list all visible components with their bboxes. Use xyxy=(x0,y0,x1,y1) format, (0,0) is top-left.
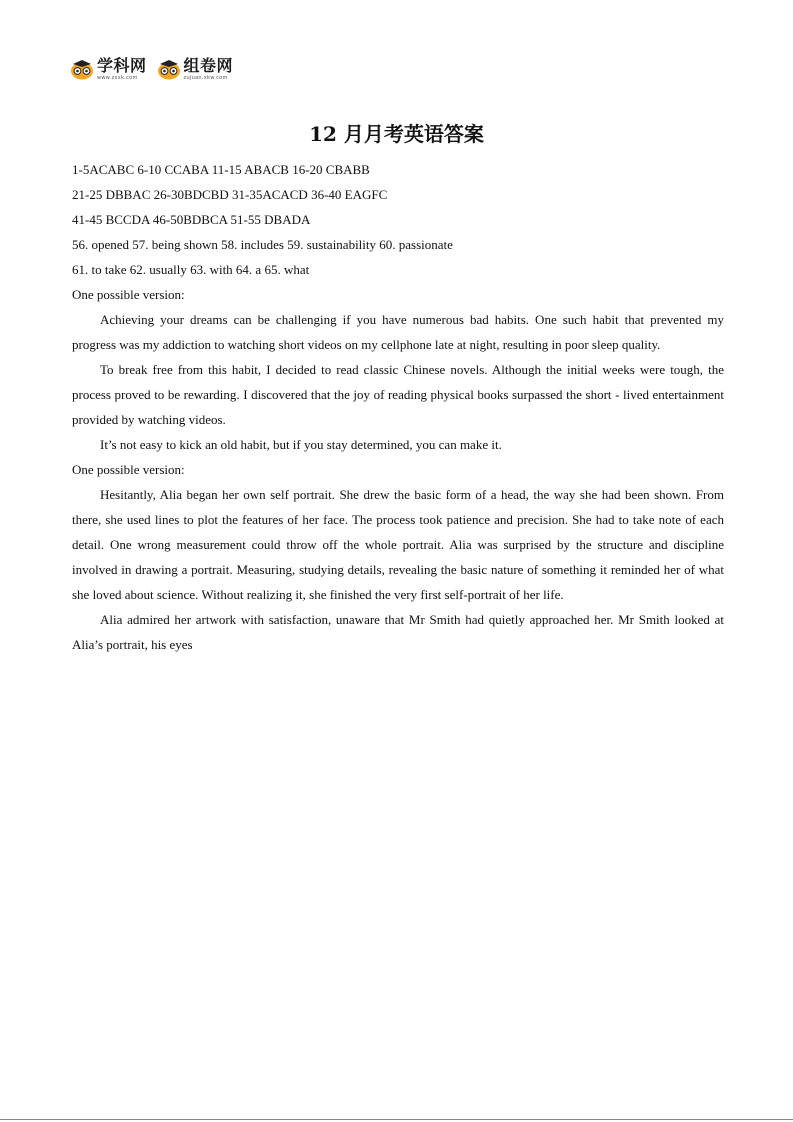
logo-xuekewang[interactable] xyxy=(70,58,147,81)
answer-line: 56. opened 57. being shown 58. includes 59. sustainability 60. passionate xyxy=(72,237,453,252)
answer-line: 21-25 DBBAC 26-30BDCBD 31-35ACACD 36-40 EAGFC xyxy=(72,187,388,202)
answer-content xyxy=(72,157,724,657)
answer-line: 1-5ACABC 6-10 CCABA 11-15 ABACB 16-20 CBABB xyxy=(72,162,370,177)
writing1-paragraph: To break free from this habit, I decided to read classic Chinese novels. Although the initial weeks were tough, the process proved to be rewarding. I discovered that the joy of reading physical books surpassed the short - lived entertainment provided by watching videos. xyxy=(72,362,724,427)
writing1-label: One possible version: xyxy=(72,287,185,302)
answer-line: 41-45 BCCDA 46-50BDBCA 51-55 DBADA xyxy=(72,212,311,227)
owl-mascot-icon xyxy=(157,58,181,80)
header-logos xyxy=(70,58,233,81)
writing2-paragraph: Alia admired her artwork with satisfaction, unaware that Mr Smith had quietly approached her. Mr Smith looked at Alia’s portrait, his eyes xyxy=(72,612,724,652)
page-bottom-rule xyxy=(0,1119,793,1120)
writing2-paragraph: Hesitantly, Alia began her own self portrait. She drew the basic form of a head, the way she had been shown. From there, she used lines to plot the features of her face. The process took patience and precision. She had to take note of each detail. One wrong measurement could throw off the whole portrait. Alia was surprised by the structure and discipline involved in drawing a portrait. Measuring, studying details, revealing the basic nature of something it reminded her of what she loved about science. Without realizing it, she finished the very first self-portrait of her life. xyxy=(72,487,724,602)
logo-name: 组卷网 xyxy=(183,56,234,75)
owl-mascot-icon xyxy=(70,58,94,80)
writing1-paragraph: It’s not easy to kick an old habit, but if you stay determined, you can make it. xyxy=(100,437,502,452)
writing2-label: One possible version: xyxy=(72,462,185,477)
page-title: 12 月月考英语答案 xyxy=(309,122,484,146)
writing1-paragraph: Achieving your dreams can be challenging if you have numerous bad habits. One such habit that prevented my progress was my addiction to watching short videos on my cellphone late at night, resulting in poor sleep quality. xyxy=(72,312,724,352)
logo-zujuanwang[interactable] xyxy=(157,58,234,81)
logo-name: 学科网 xyxy=(97,56,147,75)
answer-line: 61. to take 62. usually 63. with 64. a 65. what xyxy=(72,262,310,277)
logo-url: zujuan.xkw.com xyxy=(183,75,228,81)
logo-url: www.zxxk.com xyxy=(97,75,138,81)
